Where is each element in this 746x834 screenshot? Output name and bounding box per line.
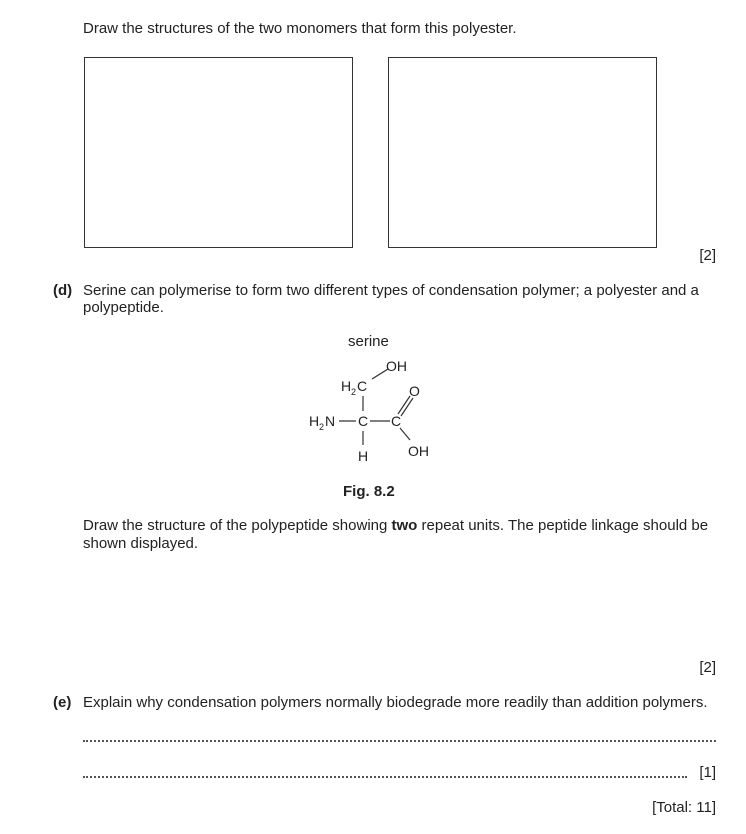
part-d-text-line2: polypeptide. xyxy=(83,299,164,316)
atom-h2n-n: N xyxy=(325,413,336,429)
atom-h2c-h: H xyxy=(341,378,352,394)
atom-h2n-sub: 2 xyxy=(319,422,325,432)
part-d-text-line1: Serine can polymerise to form two different types of condensation polymer; a polyester and a xyxy=(83,282,699,299)
atom-h2c-c: C xyxy=(357,378,368,394)
marks-d: [2] xyxy=(699,659,716,676)
polypeptide-instruction-line2: shown displayed. xyxy=(83,535,199,552)
answer-box-monomer-1[interactable] xyxy=(84,57,353,248)
atom-h-bottom: H xyxy=(358,448,369,464)
atom-center-c: C xyxy=(358,413,369,429)
figure-label: Fig. 8.2 xyxy=(343,483,395,500)
polypeptide-instruction-line1: Draw the structure of the polypeptide showing two repeat units. The peptide linkage should be xyxy=(83,517,709,534)
bond-carboxyl-oh xyxy=(400,428,410,440)
atom-h2n-h: H xyxy=(309,413,320,429)
marks-e: [1] xyxy=(699,764,716,781)
atom-carbonyl-o: O xyxy=(409,383,420,399)
atom-h2c-sub: 2 xyxy=(351,387,357,397)
answer-box-monomer-2[interactable] xyxy=(388,57,657,248)
figure-caption-serine: serine xyxy=(348,333,389,350)
atom-oh-bottom: OH xyxy=(408,443,429,459)
answer-area-polypeptide[interactable] xyxy=(83,560,716,650)
atom-carboxyl-c: C xyxy=(391,413,402,429)
answer-line-2[interactable] xyxy=(83,776,687,778)
serine-structure xyxy=(300,352,450,464)
answer-line-1[interactable] xyxy=(83,740,716,742)
part-d-label: (d) xyxy=(53,282,73,299)
part-e-question: Explain why condensation polymers normally biodegrade more readily than addition polymers. xyxy=(83,694,708,711)
marks-c: [2] xyxy=(699,247,716,264)
part-e-label: (e) xyxy=(53,694,72,711)
atom-oh-top: OH xyxy=(386,358,407,374)
total-marks: [Total: 11] xyxy=(652,799,716,816)
monomer-instruction: Draw the structures of the two monomers that form this polyester. xyxy=(83,20,517,37)
